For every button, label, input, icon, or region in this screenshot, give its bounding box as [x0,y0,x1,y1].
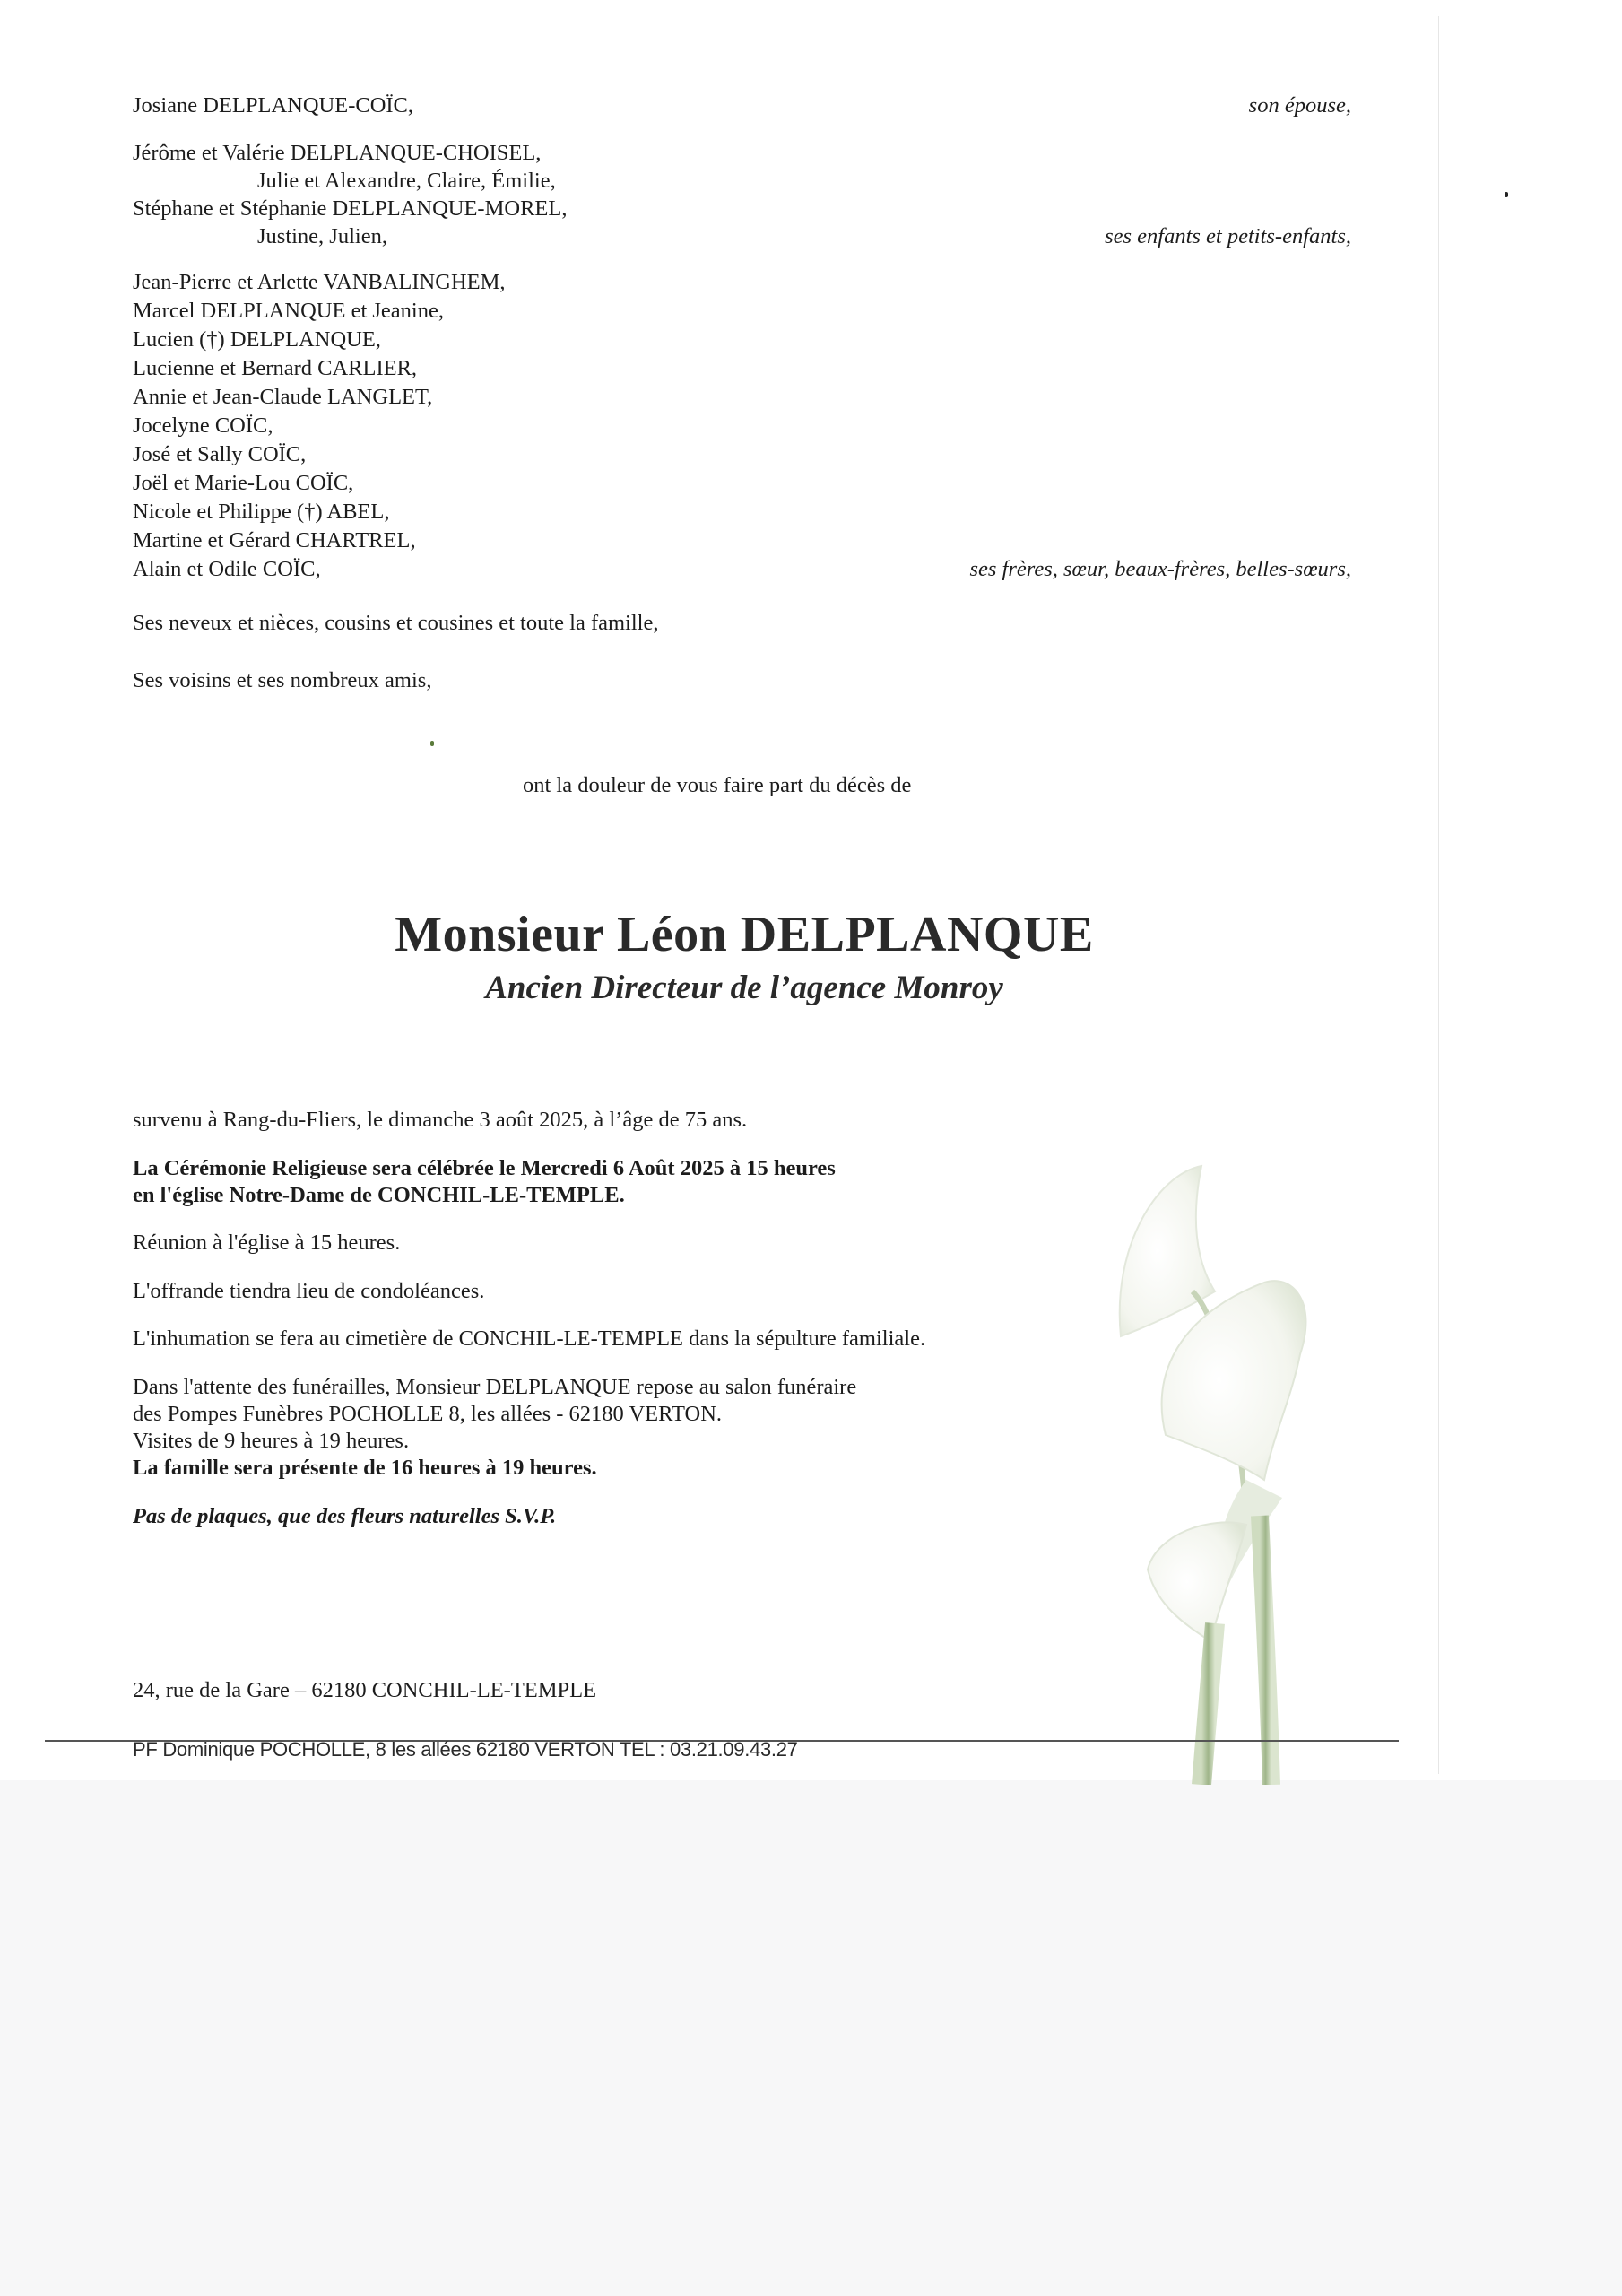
offering-line: L'offrande tiendra lieu de condoléances. [133,1279,485,1303]
deceased-name: Monsieur Léon DELPLANQUE [395,907,1094,962]
family-presence-line: La famille sera présente de 16 heures à 19 heures. [133,1456,597,1480]
scan-speck [430,741,434,746]
ceremony-line: La Cérémonie Religieuse sera célébrée le Mercredi 6 Août 2025 à 15 heures [133,1156,836,1180]
sibling-line: Lucienne et Bernard CARLIER, [133,356,418,380]
sibling-line: Martine et Gérard CHARTREL, [133,528,416,552]
siblings-relation: ses frères, sœur, beaux-frères, belles-sœurs, [969,557,1351,581]
announcement-line: ont la douleur de vous faire part du décès de [523,773,912,797]
friends-line: Ses voisins et ses nombreux amis, [133,668,432,692]
ceremony-location: en l'église Notre-Dame de CONCHIL-LE-TEMPLE. [133,1183,625,1207]
sibling-line: Marcel DELPLANQUE et Jeanine, [133,299,444,323]
calla-lily-illustration [1058,1139,1417,1785]
sibling-line: Jocelyne COÏC, [133,413,273,438]
sibling-line: Lucien (†) DELPLANQUE, [133,327,381,352]
sibling-line: Jean-Pierre et Arlette VANBALINGHEM, [133,270,506,294]
grandchildren-line: Justine, Julien, [257,224,387,248]
funeral-home-address: des Pompes Funèbres POCHOLLE 8, les allées - 62180 VERTON. [133,1402,723,1426]
sibling-line: Joël et Marie-Lou COÏC, [133,471,354,495]
sibling-line: Nicole et Philippe (†) ABEL, [133,500,390,524]
spouse-name: Josiane DELPLANQUE-COÏC, [133,93,414,117]
funeral-home-line: Dans l'attente des funérailles, Monsieur DELPLANQUE repose au salon funéraire [133,1375,857,1399]
child-line: Stéphane et Stéphanie DELPLANQUE-MOREL, [133,196,568,221]
family-address: 24, rue de la Gare – 62180 CONCHIL-LE-TEMPLE [133,1678,597,1702]
meeting-line: Réunion à l'église à 15 heures. [133,1231,401,1255]
visits-line: Visites de 9 heures à 19 heures. [133,1429,410,1453]
child-line: Jérôme et Valérie DELPLANQUE-CHOISEL, [133,141,542,165]
burial-line: L'inhumation se fera au cimetière de CONCHIL-LE-TEMPLE dans la sépulture familiale. [133,1326,926,1351]
deceased-title: Ancien Directeur de l’agence Monroy [485,970,1003,1006]
scan-edge [1438,16,1439,1774]
flowers-request: Pas de plaques, que des fleurs naturelles S.V.P. [133,1504,557,1528]
death-details: survenu à Rang-du-Fliers, le dimanche 3 août 2025, à l’âge de 75 ans. [133,1108,748,1132]
grandchildren-line: Julie et Alexandre, Claire, Émilie, [257,169,556,193]
spouse-relation: son épouse, [1248,93,1351,117]
sibling-line: Alain et Odile COÏC, [133,557,321,581]
sibling-line: José et Sally COÏC, [133,442,307,466]
sibling-line: Annie et Jean-Claude LANGLET, [133,385,433,409]
children-relation: ses enfants et petits-enfants, [1105,224,1351,248]
scan-background [0,1780,1622,2296]
funeral-director-footer: PF Dominique POCHOLLE, 8 les allées 62180 VERTON TEL : 03.21.09.43.27 [133,1738,798,1761]
scan-speck [1505,192,1508,197]
extended-family-line: Ses neveux et nièces, cousins et cousines et toute la famille, [133,611,659,635]
